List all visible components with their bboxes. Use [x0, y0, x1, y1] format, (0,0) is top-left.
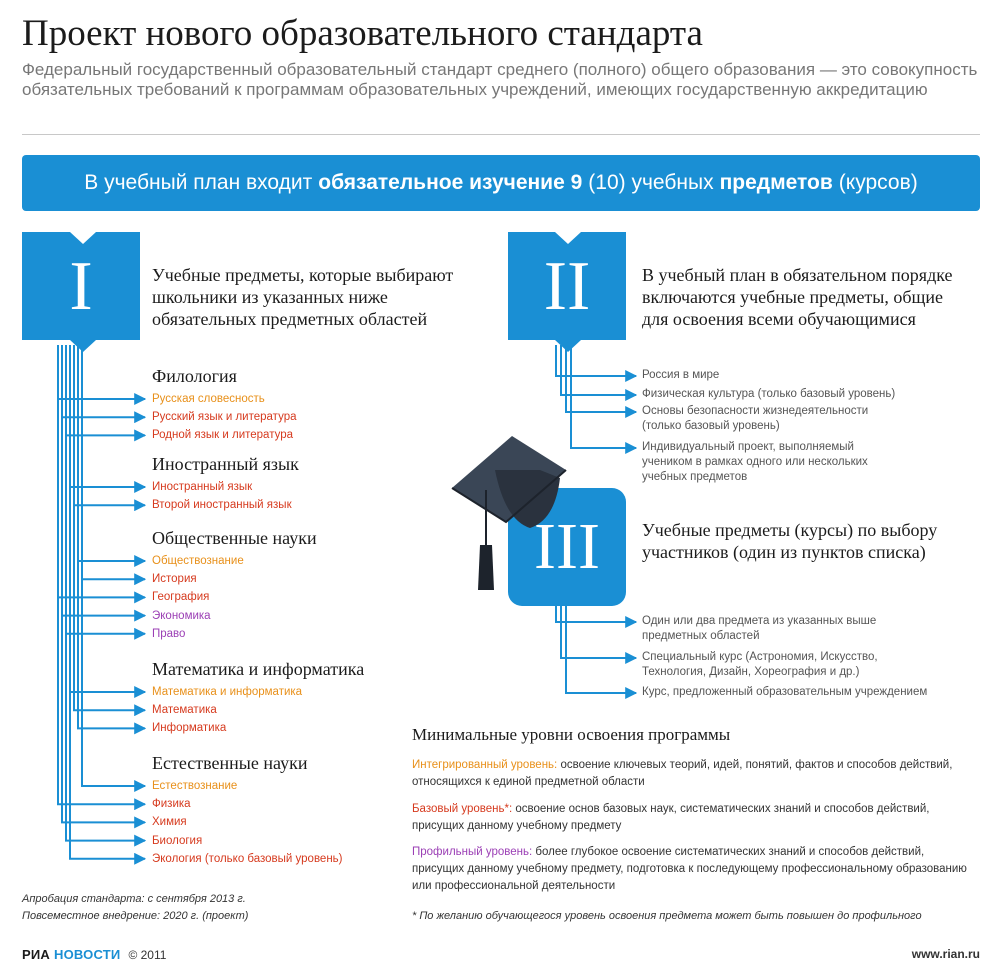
connector-arrow — [78, 345, 145, 561]
connector-arrow — [74, 345, 145, 505]
subject-item: Русская словесность — [152, 393, 265, 405]
subject-item: История — [152, 573, 197, 586]
copyright: © 2011 — [128, 947, 167, 962]
subject-item: География — [152, 591, 210, 604]
elective-option-item: Специальный курс (Астрономия, Искусство, Технология, Дизайн, Хореография и др.) — [642, 651, 878, 678]
level-entry — [412, 844, 972, 895]
subject-item: Обществознание — [152, 555, 244, 567]
required-subject-item: Россия в мире — [642, 369, 720, 381]
levels-title: Минимальные уровни освоения программы — [412, 725, 731, 744]
logo-novosti: НОВОСТИ — [54, 947, 121, 962]
page-title: Проект нового образовательного стандарта — [22, 13, 703, 54]
subject-item: Математика и информатика — [152, 686, 303, 698]
subject-item: Русский язык и литература — [152, 411, 297, 424]
footnote: * По желанию обучающегося уровень освоения предмета может быть повышен до профильного — [412, 910, 922, 922]
connector-arrow — [82, 345, 145, 786]
level-entry — [412, 757, 972, 791]
section-2-numeral: II — [543, 248, 591, 325]
connector-arrow — [82, 345, 145, 579]
section-1-heading: Учебные предметы, которые выбирают школьники из указанных ниже обязательных предметных областей — [152, 265, 454, 329]
connector-arrow — [58, 345, 145, 804]
subject-item: Математика — [152, 704, 217, 717]
connector-arrow — [566, 345, 636, 412]
subject-item: Физика — [152, 798, 191, 811]
connector-arrow — [556, 606, 636, 622]
level-label: Интегрированный уровень: — [412, 759, 558, 771]
logo-ria: РИА — [22, 947, 51, 962]
elective-option-item: Курс, предложенный образовательным учреждением — [642, 686, 928, 698]
subject-item: Экономика — [152, 609, 211, 622]
page-subtitle: Федеральный государственный образовательный стандарт среднего (полного) общего образования — это совокупность обязательных требований к программам образовательных учреждений, имеющих государственную аккредитацию — [22, 60, 978, 99]
level-label: Профильный уровень: — [412, 846, 533, 858]
banner-text-5: (курсов) — [838, 171, 918, 194]
required-subject-item: Физическая культура (только базовый уровень) — [642, 388, 896, 400]
source-url[interactable]: www.rian.ru — [911, 947, 980, 961]
connector-arrow — [566, 606, 636, 693]
required-subject-item: Индивидуальный проект, выполняемый учеником в рамках одного или нескольких учебных предметов — [642, 441, 868, 483]
section-1-numeral: I — [69, 248, 93, 325]
connector-arrow — [571, 345, 636, 448]
rollout-date: Повсеместное внедрение: 2020 г. (проект) — [22, 910, 249, 922]
banner-text-3: (10) учебных — [588, 171, 714, 194]
connector-arrow — [561, 606, 636, 658]
category-heading: Филология — [152, 366, 237, 386]
subject-item: Экология (только базовый уровень) — [152, 852, 343, 865]
level-description: более глубокое освоение систематических знаний и способов действий, присущих данному учебному предмету, подготовка к последующему профессиональному образованию или профессиональной деятельности — [412, 846, 967, 892]
category-heading: Общественные науки — [152, 528, 317, 548]
section-2-heading: В учебный план в обязательном порядке включаются учебные предметы, общие для освоения всеми обучающимися — [642, 265, 953, 329]
banner-text-4: предметов — [719, 171, 833, 194]
subject-item: Биология — [152, 834, 203, 847]
subject-item: Родной язык и литература — [152, 429, 294, 442]
subject-item: Информатика — [152, 722, 227, 735]
level-description: освоение основ базовых наук, систематических знаний и способов действий, присущих данному учебному предмету — [412, 803, 930, 832]
banner-text-2: обязательное изучение 9 — [318, 171, 583, 194]
section-3-heading: Учебные предметы (курсы) по выбору участников (один из пунктов списка) — [642, 520, 938, 562]
level-description: освоение ключевых теорий, идей, понятий, фактов и способов действий, относящихся к единой предметной области — [412, 759, 953, 788]
section-3-numeral: III — [534, 510, 600, 583]
connector-arrow — [58, 345, 145, 597]
elective-option-item: Один или два предмета из указанных выше предметных областей — [642, 615, 877, 642]
category-heading: Математика и информатика — [152, 659, 365, 679]
connector-arrow — [561, 345, 636, 395]
subject-item: Естествознание — [152, 780, 238, 792]
category-heading: Иностранный язык — [152, 454, 299, 474]
connector-arrow — [78, 345, 145, 728]
subject-item: Право — [152, 627, 186, 640]
subject-item: Второй иностранный язык — [152, 499, 292, 512]
subject-item: Иностранный язык — [152, 481, 253, 493]
approbation-date: Апробация стандарта: с сентября 2013 г. — [22, 893, 246, 905]
level-entry — [412, 801, 972, 835]
category-heading: Естественные науки — [152, 753, 308, 773]
required-subject-item: Основы безопасности жизнедеятельности (только базовый уровень) — [642, 405, 869, 432]
banner-text-1: В учебный план входит — [84, 171, 313, 194]
footer-brand — [22, 947, 166, 962]
level-label: Базовый уровень*: — [412, 803, 513, 815]
connector-arrow — [58, 345, 145, 399]
subject-item: Химия — [152, 816, 187, 829]
